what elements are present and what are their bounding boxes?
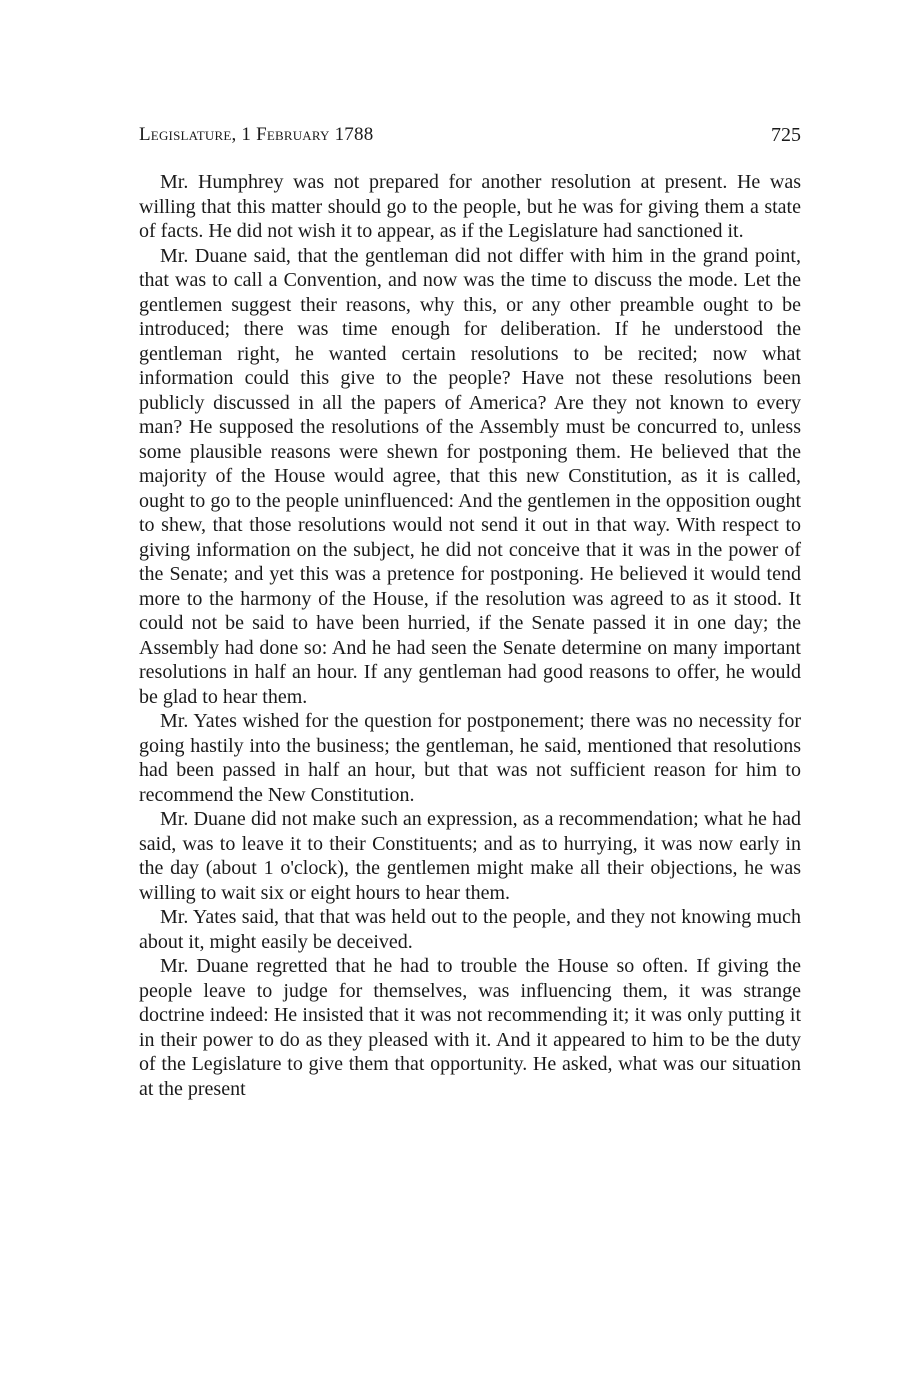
paragraph-yates-2: Mr. Yates said, that that was held out to the people, and they not knowing much about it, might easily be deceived. [139, 906, 801, 953]
paragraph-duane-1: Mr. Duane said, that the gentleman did not differ with him in the grand point, that was to call a Convention, and now was the time to discuss the mode. Let the gentlemen suggest their reasons, why this, or any other preamble ought to be introduced; there was time enough for deliberation. If he understood the gentleman right, he wanted certain resolutions to be recited; now what information could this give to the people? Have not these resolutions been publicly discussed in all the papers of America? Are they not known to every man? He supposed the resolutions of the Assembly must be concurred to, unless some plausible reasons were shewn for postponing them. He believed that the majority of the House would agree, that this new Constitution, as it is called, ought to go to the people uninfluenced: And the gentlemen in the opposition ought to shew, that those resolutions would not send it out in that way. With respect to giving information on the subject, he did not conceive that it was in the power of the Senate; and yet this was a pretence for postponing. He believed it would tend more to the harmony of the House, if the resolution was agreed to as it stood. It could not be said to have been hurried, if the Senate passed it in one day; the Assembly had done so: And he had seen the Senate determine on many important resolutions in half an hour. If any gentleman had good reasons to offer, he would be glad to hear them. [139, 244, 801, 708]
body-text [139, 170, 801, 1101]
running-title: Legislature, 1 February 1788 [139, 124, 374, 145]
paragraph-humphrey: Mr. Humphrey was not prepared for another resolution at present. He was willing that this matter should go to the people, but he was for giving them a state of facts. He did not wish it to appear, as if the Legislature had sanctioned it. [139, 171, 801, 242]
paragraph-yates-1: Mr. Yates wished for the question for postponement; there was no necessity for going hastily into the business; the gentleman, he said, mentioned that resolutions had been passed in half an hour, but that was not sufficient reason for him to recommend the New Constitution. [139, 710, 801, 806]
document-page [139, 118, 801, 1101]
paragraph-duane-2: Mr. Duane did not make such an expression, as a recommendation; what he had said, was to leave it to their Constituents; and as to hurrying, it was now early in the day (about 1 o'clock), the gentlemen might make all their objections, he was willing to wait six or eight hours to hear them. [139, 808, 801, 904]
paragraph-duane-3: Mr. Duane regretted that he had to trouble the House so often. If giving the people leave to judge for themselves, was influencing them, it was strange doctrine indeed: He insisted that it was not recommending it; it was only putting it in their power to do as they pleased with it. And it appeared to him to be the duty of the Legislature to give them that opportunity. He asked, what was our situation at the present [139, 955, 801, 1100]
page-number: 725 [771, 124, 801, 146]
running-head [139, 118, 801, 152]
